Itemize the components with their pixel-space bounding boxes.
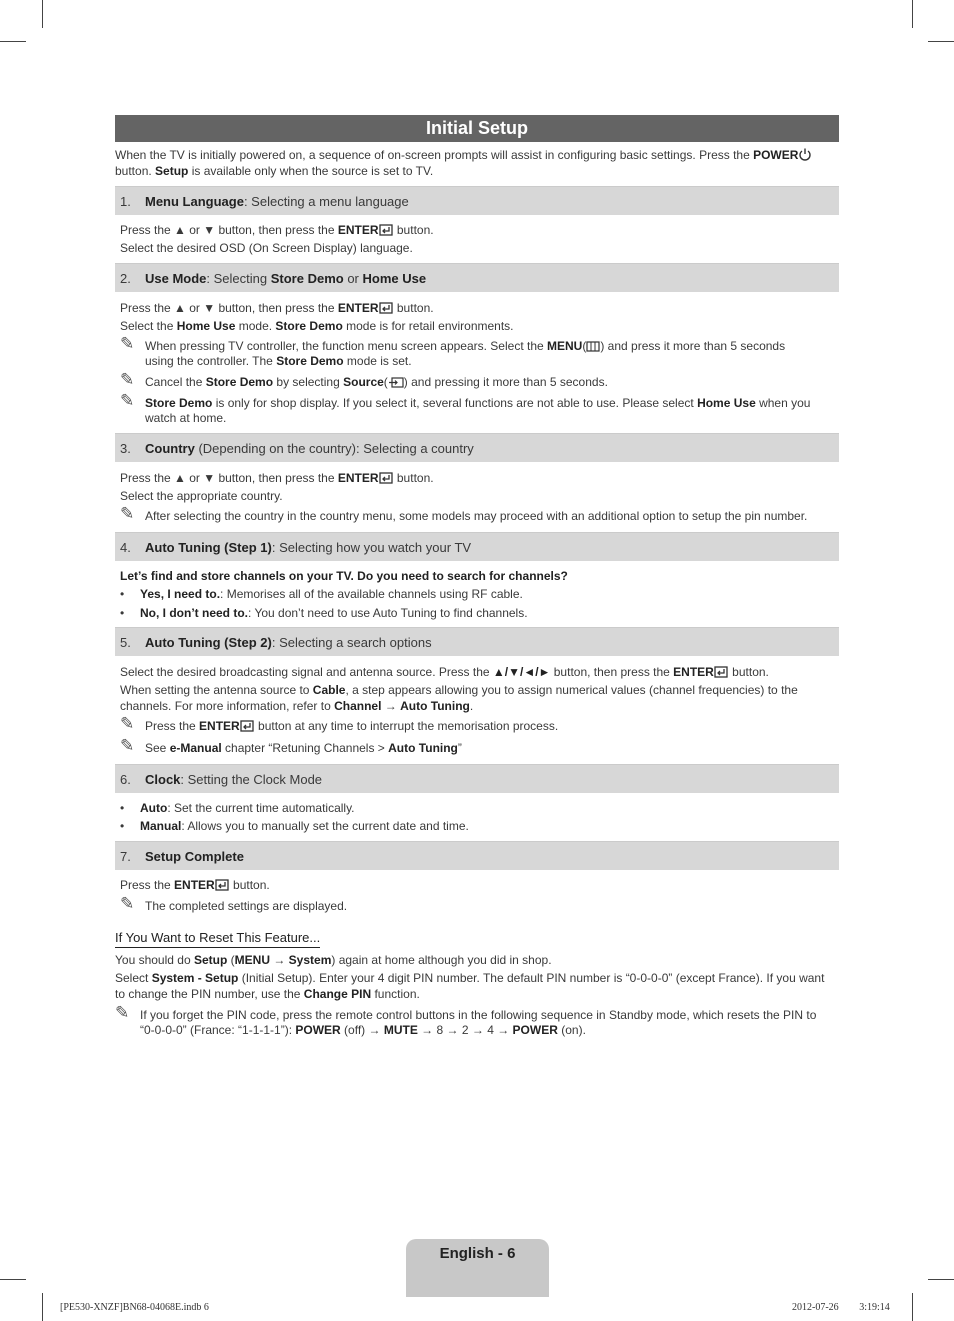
crop-mark [928, 41, 954, 42]
intro-paragraph: When the TV is initially powered on, a sequence of on-screen prompts will assist in configuring basic settings. Press the POWER button. Setup is available only when the source is set to TV. [115, 147, 839, 179]
enter-icon [379, 224, 394, 236]
note-pencil-icon: ✎ [115, 1003, 130, 1022]
note-pencil-icon: ✎ [120, 391, 135, 410]
step-3-header: 3. Country (Depending on the country): Selecting a country [115, 433, 839, 462]
crop-mark [912, 1293, 913, 1321]
step-3-note-1: After selecting the country in the country menu, some models may proceed with an additional option to setup the pin number. [145, 509, 808, 523]
note-pencil-icon: ✎ [120, 370, 135, 389]
step-3-instruction: Press the ▲ or ▼ button, then press the ENTER button. [120, 471, 434, 485]
reset-text: You should do Setup (MENU → System) again at home although you did in shop. [115, 953, 552, 967]
note-pencil-icon: ✎ [120, 894, 135, 913]
menu-icon [586, 341, 600, 352]
step-2-note-1: When pressing TV controller, the function menu screen appears. Select the MENU( ) and press it more than 5 seconds using the controller. The Store Demo mode is set. [145, 339, 786, 368]
reset-note: If you forget the PIN code, press the remote control buttons in the following sequence in Standby mode, which resets the PIN to “0-0-0-0” (France: “1-1-1-1”): POWER (off) → MUTE → 8 → 2 → 4 → POWER (on). [140, 1008, 817, 1037]
step-4-header: 4. Auto Tuning (Step 1): Selecting how you watch your TV [115, 532, 839, 561]
step-5-note-2: See e-Manual chapter “Retuning Channels > Auto Tuning” [145, 741, 462, 755]
enter-icon [215, 879, 230, 891]
list-item: • No, I don’t need to.: You don’t need to use Auto Tuning to find channels. [120, 606, 528, 620]
source-icon [388, 377, 404, 388]
step-1-header: 1. Menu Language: Selecting a menu language [115, 186, 839, 215]
power-icon [798, 148, 812, 161]
crop-mark [0, 41, 26, 42]
enter-icon [379, 472, 394, 484]
enter-icon [379, 302, 394, 314]
note-pencil-icon: ✎ [120, 736, 135, 755]
step-7-note-1: The completed settings are displayed. [145, 899, 348, 913]
step-2-note-2: Cancel the Store Demo by selecting Source( ) and pressing it more than 5 seconds. [145, 375, 608, 389]
note-pencil-icon: ✎ [120, 334, 135, 353]
step-2-note-3: Store Demo is only for shop display. If you select it, several functions are not able to use. Please select Home Use when you watch at home. [145, 396, 811, 425]
step-5-instruction: Select the desired broadcasting signal and antenna source. Press the ▲/▼/◄/► button, then press the ENTER button. [120, 665, 769, 679]
page-title: Initial Setup [115, 115, 839, 142]
list-item: • Manual: Allows you to manually set the current date and time. [120, 819, 469, 833]
footer-timestamp: 2012-07-26 ￿￿ 3:19:14 [792, 1302, 890, 1313]
step-2-header: 2. Use Mode: Selecting Store Demo or Home Use [115, 263, 839, 292]
step-1-text: Select the desired OSD (On Screen Display) language. [120, 241, 413, 255]
footer-file-name: [PE530-XNZF]BN68-04068E.indb 6 [60, 1302, 209, 1313]
step-1-instruction: Press the ▲ or ▼ button, then press the ENTER button. [120, 223, 434, 237]
step-3-text: Select the appropriate country. [120, 489, 283, 503]
list-item: • Auto: Set the current time automatically. [120, 801, 355, 815]
crop-mark [0, 1279, 26, 1280]
crop-mark [912, 0, 913, 28]
step-5-header: 5. Auto Tuning (Step 2): Selecting a search options [115, 627, 839, 656]
note-pencil-icon: ✎ [120, 504, 135, 523]
step-4-question: Let’s find and store channels on your TV. Do you need to search for channels? [120, 569, 568, 583]
step-6-header: 6. Clock: Setting the Clock Mode [115, 764, 839, 793]
step-5-note-1: Press the ENTER button at any time to interrupt the memorisation process. [145, 719, 559, 733]
step-2-text: Select the Home Use mode. Store Demo mode is for retail environments. [120, 319, 514, 333]
reset-heading: If You Want to Reset This Feature... [115, 930, 320, 948]
step-5-text: When setting the antenna source to Cable, a step appears allowing you to assign numerical values (channel frequencies) to the channels. For more information, refer to Channel → Auto Tuning. [120, 683, 798, 713]
crop-mark [928, 1279, 954, 1280]
step-7-header: 7. Setup Complete [115, 841, 839, 870]
enter-icon [714, 666, 729, 678]
crop-mark [42, 1293, 43, 1321]
note-pencil-icon: ✎ [120, 714, 135, 733]
list-item: • Yes, I need to.: Memorises all of the available channels using RF cable. [120, 587, 523, 601]
crop-mark [42, 0, 43, 28]
reset-text-2: Select System - Setup (Initial Setup). Enter your 4 digit PIN number. The default PIN number is “0-0-0-0” (except France). If you want to change the PIN number, use the Change PIN function. [115, 971, 825, 1001]
step-2-instruction: Press the ▲ or ▼ button, then press the ENTER button. [120, 301, 434, 315]
enter-icon [240, 720, 255, 732]
page-number-tab: English - 6 [406, 1239, 549, 1297]
step-7-instruction: Press the ENTER button. [120, 878, 270, 892]
